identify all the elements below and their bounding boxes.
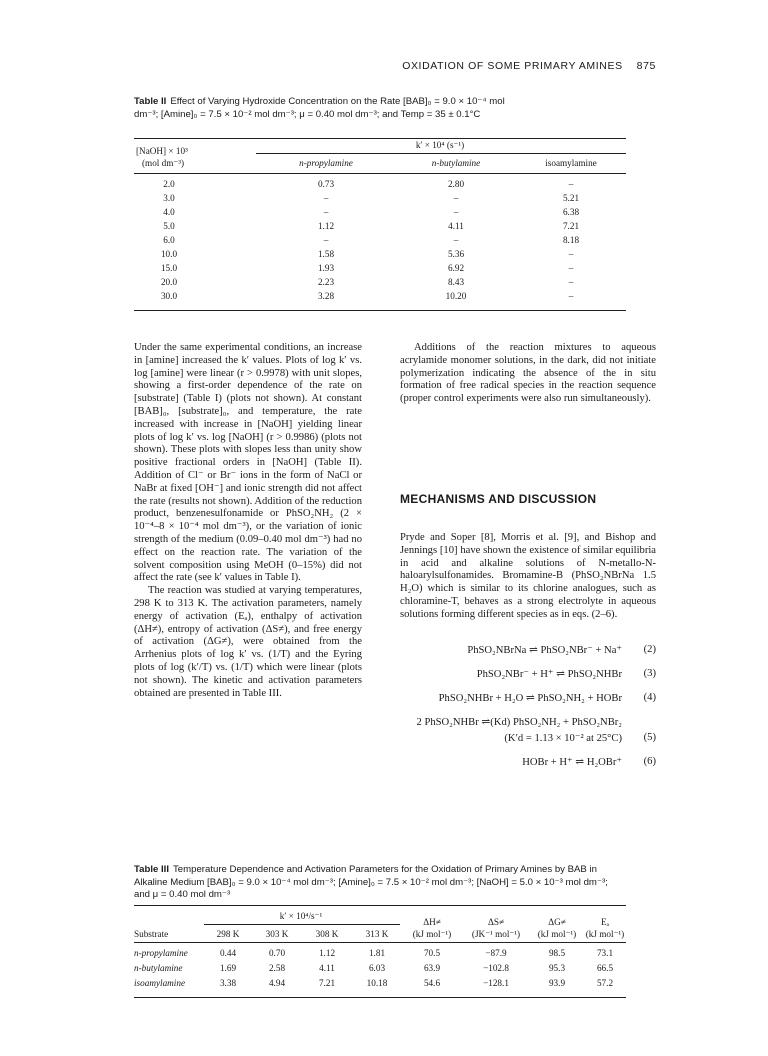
table3-cell-value: 10.18 (366, 978, 388, 988)
equation-3-number: (3) (643, 668, 656, 679)
table3-top-rule (134, 905, 626, 906)
table2-cell-value: – (323, 235, 329, 245)
table3-head-bottom: (JK⁻¹ mol⁻¹) (471, 929, 521, 939)
table2-cell-value: 6.38 (562, 207, 580, 217)
table3-cell-value: 7.21 (318, 978, 336, 988)
table3-cell-value: 95.3 (548, 963, 566, 973)
table2-cell-value: 2.23 (317, 277, 335, 287)
table3-head-top: ΔS≠ (487, 917, 505, 927)
table2-cell-value: 1.93 (317, 263, 335, 273)
table3-head-bottom: Substrate (134, 929, 169, 939)
table3-cell-value: 0.44 (219, 948, 237, 958)
table2-cell-naoh: 2.0 (163, 179, 175, 189)
equation-2-text: PhSO₂NBrNa ⇌ PhSO₂NBr⁻ + Na⁺ (467, 645, 622, 656)
table2-cell-naoh: 4.0 (163, 207, 175, 217)
table2-cell-value: – (323, 193, 329, 203)
table3-cell-value: −128.1 (483, 978, 509, 988)
table3-cell-value: 66.5 (596, 963, 614, 973)
table3-caption-line2: Alkaline Medium [BAB]₀ = 9.0 × 10⁻⁴ mol dm⁻³; [Amine]₀ = 7.5 × 10⁻² mol dm⁻³; [NaOH] = 5.0 × 10⁻³ mol dm⁻³; (134, 876, 608, 888)
table2-cell-value: 4.11 (448, 221, 464, 231)
table3-head-bottom: (kJ mol⁻¹) (537, 929, 577, 939)
table2-subhead-1: n-propylamine (299, 158, 353, 168)
equation-5 (394, 716, 656, 730)
equation-2-number: (2) (643, 644, 656, 655)
table2-group-rule (256, 153, 626, 154)
table3-cell-substrate: n-propylamine (134, 948, 188, 958)
table3-cell-value: 1.12 (318, 948, 336, 958)
table3-cell-value: 0.70 (268, 948, 286, 958)
equation-4-number: (4) (643, 692, 656, 703)
table3-group-rule (204, 924, 400, 925)
page-number: 875 (636, 60, 656, 72)
table3-cell-value: 4.11 (319, 963, 335, 973)
table2-cell-value: 2.80 (447, 179, 465, 189)
table3-cell-value: −87.9 (485, 948, 507, 958)
table3-cell-value: 73.1 (596, 948, 614, 958)
right-paragraph-2: Pryde and Soper [8], Morris et al. [9], and Bishop and Jennings [10] have shown the existence of similar equilibria in acid and alkaline solutions of N-metallo-N-haloarylsulfonamides. Bromamine-B (PhSO₂NBrNa 1.5 H₂O) which is similar to its chlorine analogues, such as chloramine-T, behaves as a strong electrolyte in aqueous solutions forming different species as in eqs. (2–6). (400, 532, 656, 620)
table2-label: Table II (134, 96, 167, 107)
table2-head-group: k′ × 10⁴ (s⁻¹) (415, 140, 465, 150)
table2-cell-naoh: 30.0 (160, 291, 178, 301)
table2-cell-value: – (568, 263, 574, 273)
right-column-top (400, 342, 656, 406)
table3-cell-value: 6.03 (368, 963, 386, 973)
running-title: OXIDATION OF SOME PRIMARY AMINES (402, 60, 623, 72)
table3-head-bottom: 298 K (216, 929, 240, 939)
table2-cell-value: 8.18 (562, 235, 580, 245)
table2-subhead-3: isoamylamine (545, 158, 597, 168)
table2-cell-value: – (323, 207, 329, 217)
left-paragraph-1: Under the same experimental conditions, an increase in [amine] increased the k′ values. Plots of log k′ vs. log [amine] were linear (r > 0.9978) with unit slopes, showing a first-order dependence of the rate on [substrate] (Table I) (plots not shown). At constant [BAB]₀, [substrate]₀, and temperature, the rate increased with increase in [NaOH] yielding linear plots of log k′ vs. log [NaOH] (r > 0.9986) (plots not shown). These plots with slopes less than unity show positive fractional orders in [NaOH] (Table II). Addition of Cl⁻ or Br⁻ ions in the form of NaCl or NaBr at fixed [OH⁻] and ionic strength did not affect the rate (results not shown). Addition of the reduction product, benzenesulfonamide or PhSO₂NH₂ (2 × 10⁻⁴–8 × 10⁻⁴ mol dm⁻³), or the variation of ionic strength of the medium (0.09–0.40 mol dm⁻³) had no effect on the reaction rate. The variation of the solvent composition using MeOH (0–15%) did not affect the rate (see k′ values in Table I). (134, 342, 362, 584)
table3-cell-substrate: n-butylamine (134, 963, 183, 973)
table3-cell-value: 98.5 (548, 948, 566, 958)
table2-cell-naoh: 20.0 (160, 277, 178, 287)
table3-caption (134, 864, 634, 902)
table2-cell-value: 7.21 (562, 221, 580, 231)
table2-head-col1-line2: (mol dm⁻³) (142, 158, 185, 168)
table2-cell-value: 5.21 (562, 193, 580, 203)
table2-cell-value: 3.28 (317, 291, 335, 301)
table3-caption-line1: Temperature Dependence and Activation Parameters for the Oxidation of Primary Amines by BAB in (173, 864, 597, 875)
table2-cell-value: – (568, 249, 574, 259)
table3-head-bottom: 313 K (365, 929, 389, 939)
table2-cell-value: 1.58 (317, 249, 335, 259)
table2-caption-line2: dm⁻³; [Amine]₀ = 7.5 × 10⁻² mol dm⁻³; μ = 0.40 mol dm⁻³; and Temp = 35 ± 0.1°C (134, 108, 481, 120)
equation-4-text: PhSO₂NHBr + H₂O ⇌ PhSO₂NH₂ + HOBr (438, 693, 622, 704)
table3-cell-value: 3.38 (219, 978, 237, 988)
table2-cell-value: – (568, 291, 574, 301)
equation-4 (394, 692, 656, 706)
table2-cell-value: 5.36 (447, 249, 465, 259)
table3-head-group: k′ × 10⁴/s⁻¹ (279, 911, 323, 921)
table2-caption-line1: Effect of Varying Hydroxide Concentration on the Rate [BAB]₀ = 9.0 × 10⁻⁴ mol (170, 96, 505, 107)
equation-6 (394, 756, 656, 770)
table3-cell-value: 1.69 (219, 963, 237, 973)
table3-label: Table III (134, 864, 170, 875)
table3-cell-value: 57.2 (596, 978, 614, 988)
equation-2 (394, 644, 656, 658)
table3-head-rule (134, 942, 626, 943)
table3-bottom-rule (134, 997, 626, 998)
table3-cell-value: 70.5 (423, 948, 441, 958)
running-head (400, 60, 656, 72)
table3-cell-value: 93.9 (548, 978, 566, 988)
table3-cell-value: 2.58 (268, 963, 286, 973)
equation-5-condition (394, 732, 656, 746)
table2-head-col1-line1: [NaOH] × 10³ (136, 146, 188, 156)
table2-cell-naoh: 15.0 (160, 263, 178, 273)
table2-cell-value: 10.20 (445, 291, 467, 301)
left-column (134, 342, 362, 700)
equation-5-condition-text: (K′d = 1.13 × 10⁻² at 25°C) (504, 733, 622, 744)
table2-caption (134, 96, 634, 121)
table2-cell-value: 0.73 (317, 179, 335, 189)
table2-subhead-2: n-butylamine (431, 158, 481, 168)
table2-cell-value: – (453, 207, 459, 217)
table3-head-bottom: (kJ mol⁻¹) (412, 929, 452, 939)
right-column-body (400, 532, 656, 622)
equation-3-text: PhSO₂NBr⁻ + H⁺ ⇌ PhSO₂NHBr (476, 669, 622, 680)
table2-cell-value: – (453, 235, 459, 245)
equation-3 (394, 668, 656, 682)
table2-cell-naoh: 3.0 (163, 193, 175, 203)
table2-cell-naoh: 6.0 (163, 235, 175, 245)
table2-head-rule (134, 173, 626, 174)
table3-head-bottom: (kJ mol⁻¹) (585, 929, 625, 939)
table3-cell-substrate: isoamylamine (134, 978, 186, 988)
equation-6-text: HOBr + H⁺ ⇌ H₂OBr⁺ (522, 757, 622, 768)
table2-cell-value: – (453, 193, 459, 203)
table3-caption-line3: and μ = 0.40 mol dm⁻³ (134, 889, 231, 900)
section-heading: MECHANISMS AND DISCUSSION (400, 492, 597, 506)
table2-cell-naoh: 10.0 (160, 249, 178, 259)
equation-6-number: (6) (643, 756, 656, 767)
table2-cell-value: – (568, 179, 574, 189)
equation-5-number: (5) (643, 732, 656, 743)
table3-cell-value: 4.94 (268, 978, 286, 988)
table3-head-top: ΔH≠ (423, 917, 441, 927)
equation-5-text: 2 PhSO₂NHBr ⇌(Kd) PhSO₂NH₂ + PhSO₂NBr₂ (416, 717, 622, 728)
table2-top-rule (134, 138, 626, 139)
table2-cell-value: – (568, 277, 574, 287)
table3-cell-value: 54.6 (423, 978, 441, 988)
table3-head-bottom: 308 K (315, 929, 339, 939)
table3-cell-value: 1.81 (368, 948, 386, 958)
table2-cell-naoh: 5.0 (163, 221, 175, 231)
left-paragraph-2: The reaction was studied at varying temperatures, 298 K to 313 K. The activation parameters, namely energy of activation (Eₐ), enthalpy of activation (ΔH≠), entropy of activation (ΔS≠), and free energy of activation (ΔG≠), were obtained from the Arrhenius plots of log k′ vs. (1/T) and the Eyring plots of log (k′/T) vs. (1/T) which were linear (plots not shown). The kinetic and activation parameters obtained are presented in Table III. (134, 585, 362, 699)
table3-cell-value: −102.8 (483, 963, 509, 973)
table3-cell-value: 63.9 (423, 963, 441, 973)
table3-head-top: Eₐ (600, 917, 610, 927)
right-paragraph-1: Additions of the reaction mixtures to aqueous acrylamide monomer solutions, in the dark, did not initiate polymerization indicating the absence of the in situ formation of free radical species in the reaction sequence (proper control experiments were also run simultaneously). (400, 342, 656, 405)
table3-head-top: ΔG≠ (548, 917, 566, 927)
table2-cell-value: 1.12 (317, 221, 335, 231)
table3-head-bottom: 303 K (265, 929, 289, 939)
table2-cell-value: 8.43 (447, 277, 465, 287)
table2-bottom-rule (134, 310, 626, 311)
table2-cell-value: 6.92 (447, 263, 465, 273)
